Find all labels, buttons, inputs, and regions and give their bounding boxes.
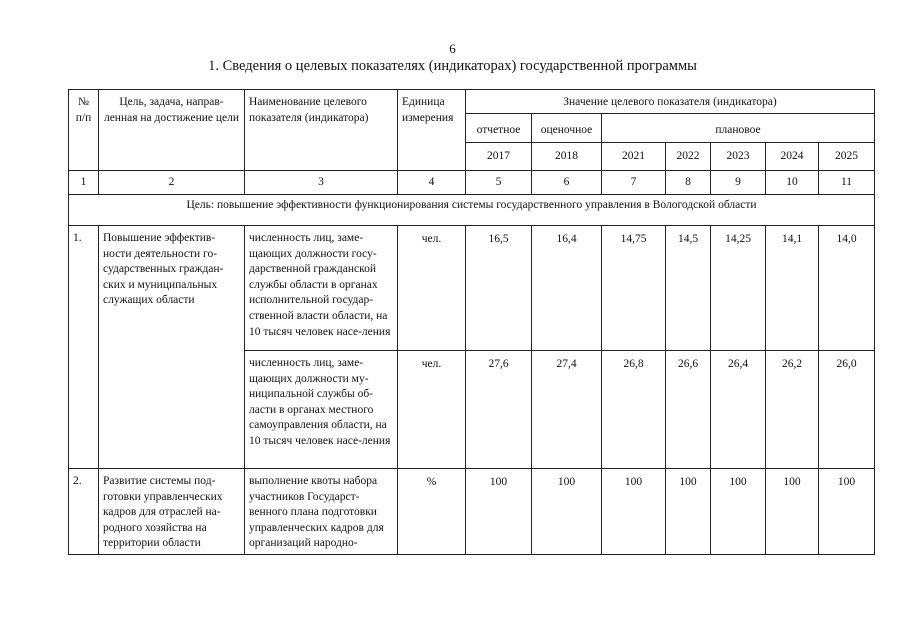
indicators-table: [68, 89, 875, 555]
indicator-text: численность лиц, заме-щающих должности му-ниципальной службы об-ласти в органах местного самоуправления области, на 10 тысяч человек насе-ления: [245, 351, 398, 469]
value-2022: 26,6: [666, 351, 711, 469]
column-number: 8: [666, 171, 711, 195]
value-2023: 26,4: [711, 351, 766, 469]
row-number: 1.: [69, 226, 99, 469]
year-2021: 2021: [602, 143, 666, 171]
indicator-text: выполнение квоты набора участников Государст-венного плана подготовки управленческих кадров для организаций народно-: [245, 469, 398, 555]
value-2023: 100: [711, 469, 766, 555]
column-number: 6: [532, 171, 602, 195]
page-title: 1. Сведения о целевых показателях (индикаторах) государственной программы: [208, 58, 697, 74]
value-2023: 14,25: [711, 226, 766, 351]
value-2021: 26,8: [602, 351, 666, 469]
value-2025: 100: [819, 469, 875, 555]
value-2025: 26,0: [819, 351, 875, 469]
header-num: № п/п: [69, 90, 99, 171]
column-number: 10: [766, 171, 819, 195]
year-2023: 2023: [711, 143, 766, 171]
value-2021: 100: [602, 469, 666, 555]
column-number: 7: [602, 171, 666, 195]
page-number: 6: [449, 41, 456, 56]
value-2017: 27,6: [466, 351, 532, 469]
header-unit: Единица измерения: [398, 90, 466, 171]
year-2022: 2022: [666, 143, 711, 171]
value-2024: 14,1: [766, 226, 819, 351]
header-indicator: Наименование целевого показателя (индикатора): [245, 90, 398, 171]
header-planned: плановое: [602, 114, 875, 143]
task-text: Повышение эффектив-ности деятельности го-сударственных граждан-ских и муниципальных служащих области: [99, 226, 245, 469]
row-number: 2.: [69, 469, 99, 555]
value-2018: 16,4: [532, 226, 602, 351]
header-values: Значение целевого показателя (индикатора): [466, 90, 875, 114]
value-2017: 100: [466, 469, 532, 555]
value-2018: 27,4: [532, 351, 602, 469]
column-number: 2: [99, 171, 245, 195]
unit-value: чел.: [398, 226, 466, 351]
value-2025: 14,0: [819, 226, 875, 351]
header-estimated: оценочное: [532, 114, 602, 143]
indicator-text: численность лиц, заме-щающих должности госу-дарственной гражданской службы области в органах исполнительной государ-ственной власти области, на 10 тысяч человек насе-ления: [245, 226, 398, 351]
year-2025: 2025: [819, 143, 875, 171]
goal-row: Цель: повышение эффективности функционирования системы государственного управления в Вологодской области: [69, 195, 875, 226]
header-reporting: отчетное: [466, 114, 532, 143]
table-row: [69, 226, 875, 351]
task-text: Развитие системы под-готовки управленческих кадров для отраслей на-родного хозяйства на территории области: [99, 469, 245, 555]
column-number: 3: [245, 171, 398, 195]
column-number: 11: [819, 171, 875, 195]
value-2017: 16,5: [466, 226, 532, 351]
table-row: [69, 469, 875, 555]
year-2024: 2024: [766, 143, 819, 171]
column-number: 5: [466, 171, 532, 195]
column-number: 4: [398, 171, 466, 195]
year-2018: 2018: [532, 143, 602, 171]
unit-value: %: [398, 469, 466, 555]
column-number: 1: [69, 171, 99, 195]
value-2022: 100: [666, 469, 711, 555]
value-2021: 14,75: [602, 226, 666, 351]
year-2017: 2017: [466, 143, 532, 171]
value-2018: 100: [532, 469, 602, 555]
unit-value: чел.: [398, 351, 466, 469]
value-2024: 26,2: [766, 351, 819, 469]
header-goal: Цель, задача, направ-ленная на достижение цели: [99, 90, 245, 171]
value-2022: 14,5: [666, 226, 711, 351]
value-2024: 100: [766, 469, 819, 555]
column-number: 9: [711, 171, 766, 195]
